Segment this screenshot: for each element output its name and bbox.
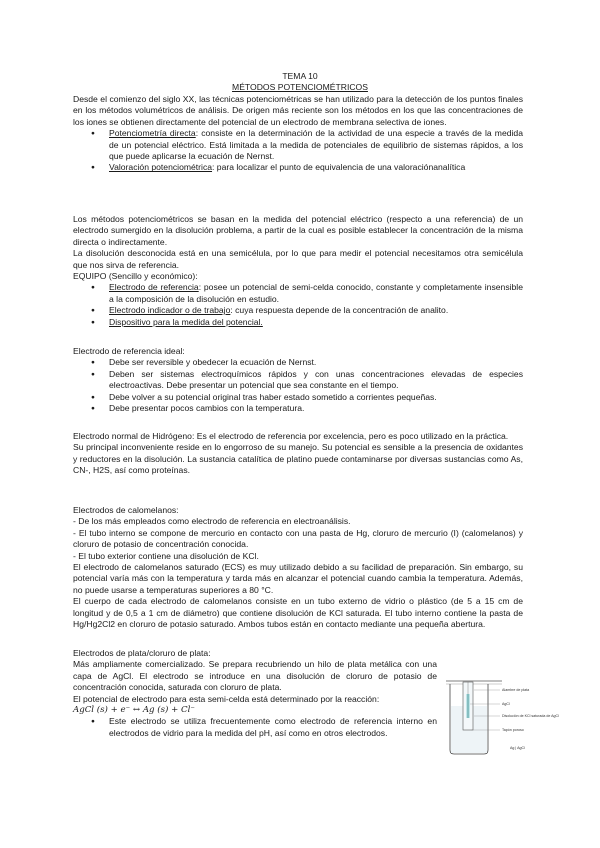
- ideal-item: ● Debe ser reversible y obedecer la ecuación de Nernst.: [73, 357, 523, 368]
- calomel-line: - El tubo interno se compone de mercurio en contacto con una pasta de Hg, cloruro de mercurio (I) (calomelanos) y cloruro de potasio de concentración conocida.: [73, 527, 523, 550]
- silver-title: Electrodos de plata/cloruro de plata:: [73, 648, 211, 658]
- document-title: MÉTODOS POTENCIOMÉTRICOS: [232, 82, 368, 92]
- silver-reaction-intro: El potencial de electrodo para esta semi-celda está determinado por la reacción:: [73, 693, 380, 704]
- ideal-section: [73, 346, 523, 414]
- equipo-list: [73, 282, 523, 328]
- hydrogen-section: [73, 431, 523, 477]
- equipo-item: ● Electrodo de referencia: posee un potencial de semi-celda conocido, constante y completamente insensible a la composición de la disolución en estudio.: [73, 282, 523, 305]
- calomel-line: El electrodo de calomelanos saturado (ECS) es muy utilizado debido a su facilidad de preparación. Sin embargo, su potencial varía más con la temperatura y tarda más en alcanzar el potencial cuando cambia la temperatura. Además, no puede usarse a temperaturas superiores a 80 °C.: [73, 562, 523, 595]
- silver-paragraph: Más ampliamente comercializado. Se prepara recubriendo un hilo de plata metálica con una capa de AgCl. El electrodo se introduce en una disolución de cloruro de potasio de concentración conocida, saturada con cloruro de plata.: [73, 659, 437, 693]
- ideal-title: Electrodo de referencia ideal:: [73, 346, 185, 356]
- equipo-item: ● Electrodo indicador o de trabajo: cuya respuesta depende de la concentración de analito.: [73, 305, 523, 316]
- figure-label: Disolución de KCl saturada de AgCl: [502, 714, 559, 718]
- basis-paragraph: Los métodos potenciométricos se basan en la medida del potencial eléctrico (respecto a una referencia) de un electrodo sumergido en la disolución problema, a partir de la cual es posible establecer la concentración de la misma directa o indirectamente.: [73, 214, 523, 247]
- figure-label: AgCl: [502, 702, 510, 706]
- ideal-list: [73, 357, 523, 414]
- hydrogen-paragraph: Su principal inconveniente reside en lo engorroso de su manejo. Su potencial es sensible a la presencia de oxidantes y reductores en la disolución. La sustancia catalítica de platino puede contaminarse por diversas sustancias como As, CN-, H2S, así como proteínas.: [73, 442, 523, 476]
- calomel-line: - El tubo exterior contiene una disolución de KCl.: [73, 550, 259, 561]
- reaction-equation: AgCl (s) + e⁻ ↔ Ag (s) + Cl⁻: [73, 705, 195, 716]
- intro-paragraph: Desde el comienzo del siglo XX, las técnicas potenciométricas se han utilizado para la detección de los puntos finales en los métodos volumétricos de análisis. De origen más reciente son los métodos en los que las concentraciones de los iones se obtienen directamente del potencial de un electrodo de membrana selectiva de iones.: [73, 94, 523, 127]
- semicell-paragraph: La disolución desconocida está en una semicélula, por lo que para medir el potencial necesitamos otra semicélula que nos sirva de referencia.: [73, 248, 523, 270]
- calomel-line: El cuerpo de cada electrodo de calomelanos consiste en un tubo externo de vidrio o plástico (de 5 a 15 cm de longitud y de 0,5 a 1 cm de diámetro) que contiene disolución de KCl saturada. El tubo interno contiene la pasta de Hg/Hg2Cl2 en cloruro de potasio saturado. Ambos tubos están en contacto mediante una pequeña abertura.: [73, 596, 523, 630]
- silver-electrode-figure: [440, 678, 559, 758]
- methods-list: [73, 128, 523, 174]
- ideal-item: ● Debe presentar pocos cambios con la temperatura.: [73, 403, 523, 414]
- main-text: [73, 94, 523, 174]
- ideal-item: ● Debe volver a su potencial original tras haber estado sometido a corrientes pequeñas.: [73, 392, 523, 403]
- figure-label: Tapón poroso: [502, 728, 524, 732]
- silver-item: ● Este electrodo se utiliza frecuentemente como electrodo de referencia interno en electrodos de vidrio para la medida del pH, así como en otros electrodos.: [73, 716, 437, 739]
- basis-section: [73, 214, 523, 328]
- silver-section: [73, 648, 437, 739]
- figure-caption: Ag | AgCl: [510, 746, 525, 750]
- tema-label: TEMA 10: [282, 71, 318, 81]
- calomel-section: [73, 505, 523, 630]
- hydrogen-paragraph: Electrodo normal de Hidrógeno: Es el electrodo de referencia por excelencia, pero es poco utilizado en la práctica.: [73, 431, 509, 441]
- calomel-line: - De los más empleados como electrodo de referencia en electroanálisis.: [73, 516, 351, 527]
- equipo-item: ● Dispositivo para la medida del potencial.: [73, 317, 523, 328]
- method-item: ● Valoración potenciométrica: para localizar el punto de equivalencia de una valoraciónanalítica: [73, 162, 523, 173]
- figure-label: Alambre de plata: [502, 688, 530, 692]
- equipo-title: EQUIPO (Sencillo y económico):: [73, 271, 198, 282]
- silver-list: [73, 716, 437, 739]
- method-item: ● Potenciometría directa: consiste en la determinación de la actividad de una especie a través de la medida de un potencial eléctrico. Está limitada a la medida de potenciales de equilibrio de sistemas rápidos, a los que puede aplicarse la ecuación de Nernst.: [73, 128, 523, 162]
- ideal-item: ● Deben ser sistemas electroquímicos rápidos y con unas concentraciones elevadas de especies electroactivas. Debe presentar un potencial que sea constante en el tiempo.: [73, 369, 523, 392]
- calomel-title: Electrodos de calomelanos:: [73, 505, 179, 515]
